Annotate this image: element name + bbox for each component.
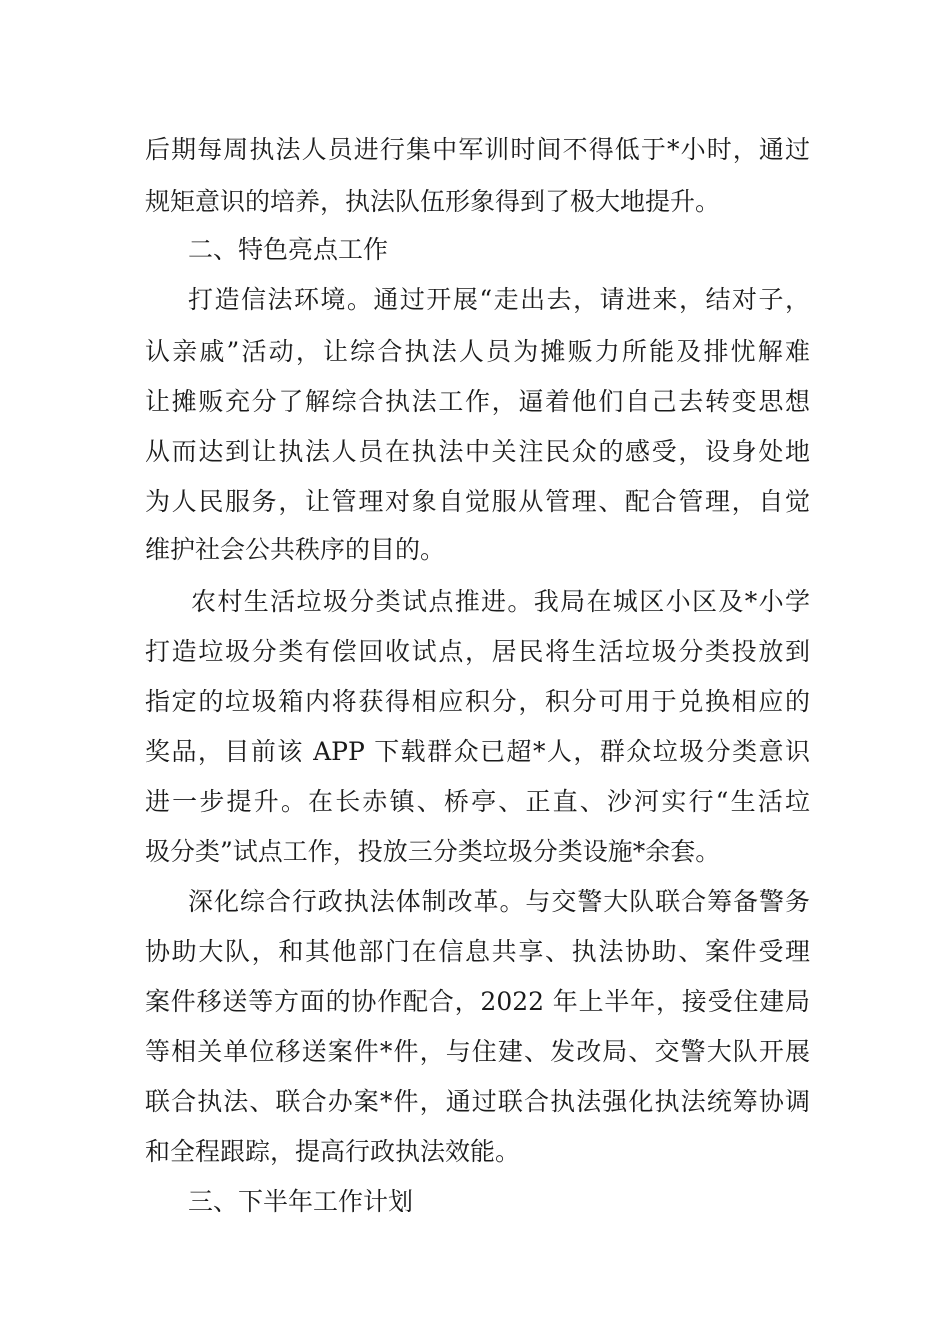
paragraph-line: 案件移送等方面的协作配合，2022 年上半年，接受住建局: [145, 987, 810, 1016]
paragraph-line: 进一步提升。在长赤镇、桥亭、正直、沙河实行“生活垃: [145, 787, 810, 816]
paragraph-line: 后期每周执法人员进行集中军训时间不得低于*小时，通过: [145, 135, 810, 164]
paragraph-line: 打造垃圾分类有偿回收试点，居民将生活垃圾分类投放到: [145, 637, 810, 666]
paragraph-line: 深化综合行政执法体制改革。与交警大队联合筹备警务: [188, 887, 810, 916]
paragraph-line: 打造信法环境。通过开展“走出去，请进来，结对子，: [188, 285, 810, 314]
paragraph-line: 让摊贩充分了解综合执法工作，逼着他们自己去转变思想: [145, 387, 810, 416]
paragraph-line: 从而达到让执法人员在执法中关注民众的感受，设身处地: [145, 437, 810, 466]
paragraph-line: 等相关单位移送案件*件，与住建、发改局、交警大队开展: [145, 1037, 810, 1066]
section-heading: 二、特色亮点工作: [188, 235, 389, 264]
paragraph-line: 规矩意识的培养，执法队伍形象得到了极大地提升。: [145, 187, 721, 216]
paragraph-line: 农村生活垃圾分类试点推进。我局在城区小区及*小学: [191, 587, 810, 616]
paragraph-line: 为人民服务，让管理对象自觉服从管理、配合管理，自觉: [145, 487, 810, 516]
paragraph-line: 指定的垃圾箱内将获得相应积分，积分可用于兑换相应的: [145, 687, 810, 716]
paragraph-line: 协助大队，和其他部门在信息共享、执法协助、案件受理: [145, 937, 810, 966]
paragraph-line: 圾分类”试点工作，投放三分类垃圾分类设施*余套。: [145, 837, 721, 866]
paragraph-line: 认亲戚”活动，让综合执法人员为摊贩力所能及排忧解难: [145, 337, 810, 366]
paragraph-line: 奖品，目前该 APP 下载群众已超*人，群众垃圾分类意识: [145, 737, 810, 766]
paragraph-line: 联合执法、联合办案*件，通过联合执法强化执法统筹协调: [145, 1087, 810, 1116]
section-heading: 三、下半年工作计划: [188, 1187, 414, 1216]
paragraph-line: 和全程跟踪，提高行政执法效能。: [145, 1137, 521, 1166]
paragraph-line: 维护社会公共秩序的目的。: [145, 535, 446, 564]
